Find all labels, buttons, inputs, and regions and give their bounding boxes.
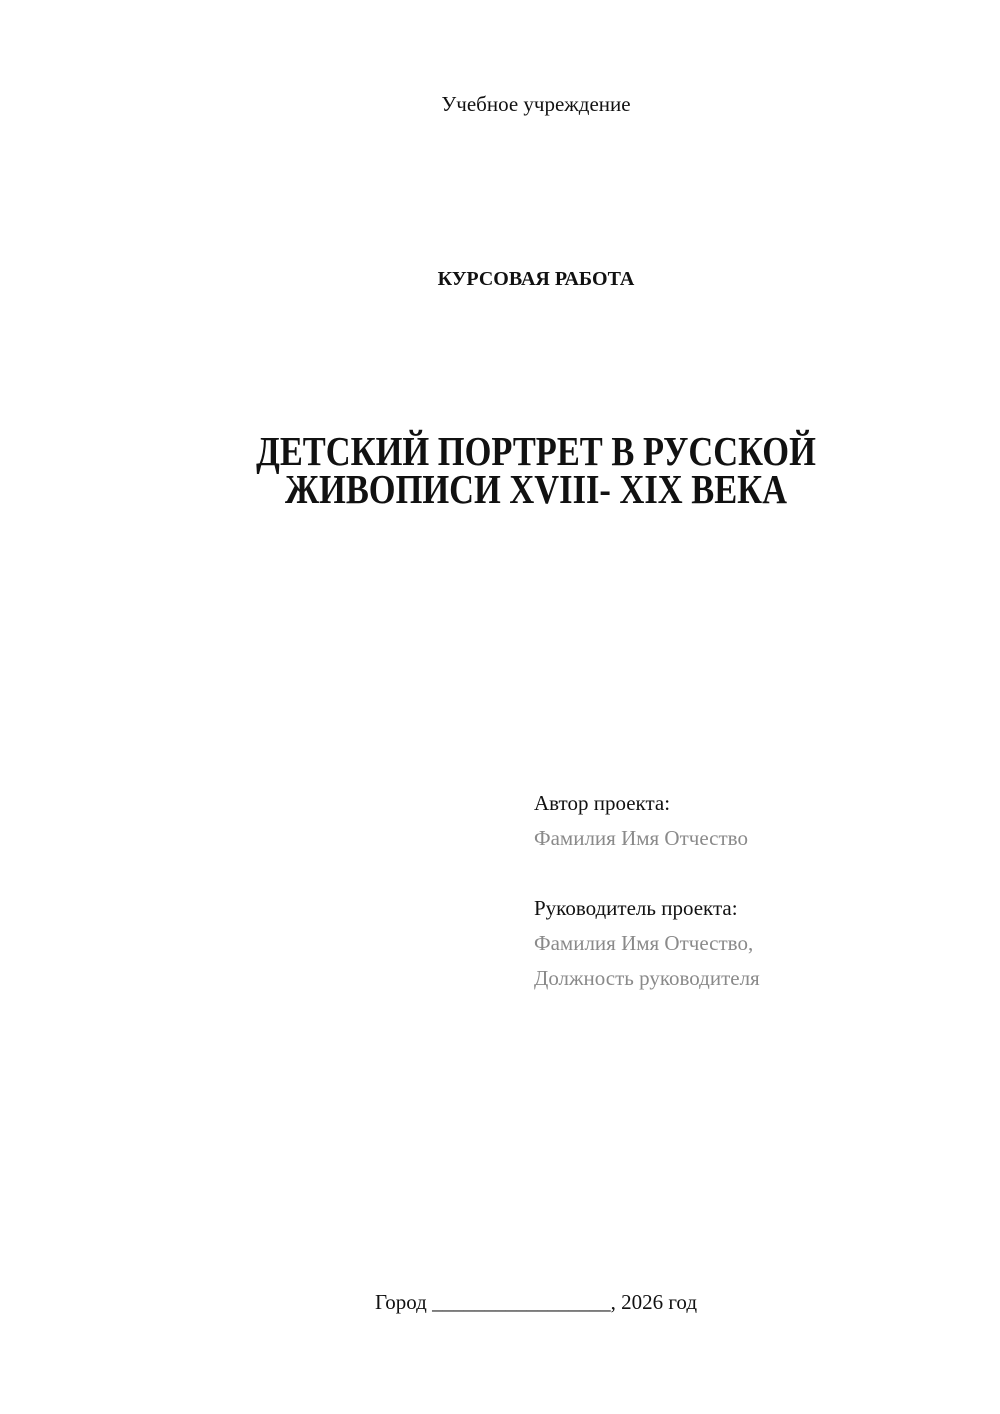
supervisor-label: Руководитель проекта: [534,896,738,920]
supervisor-block [534,891,760,996]
title-line-2: ЖИВОПИСИ XVIII- XIX ВЕКА [284,466,788,512]
document-title [86,428,986,512]
work-type: КУРСОВАЯ РАБОТА [437,268,635,290]
institution: Учебное учреждение [441,92,631,116]
author-name: Фамилия Имя Отчество [534,826,748,850]
title-line-1: ДЕТСКИЙ ПОРТРЕТ В РУССКОЙ [256,428,816,474]
supervisor-position: Должность руководителя [534,966,760,990]
author-block [534,786,748,856]
supervisor-name: Фамилия Имя Отчество, [534,931,754,955]
author-label: Автор проекта: [534,791,671,815]
city-year: Город _________________, 2026 год [374,1290,698,1314]
